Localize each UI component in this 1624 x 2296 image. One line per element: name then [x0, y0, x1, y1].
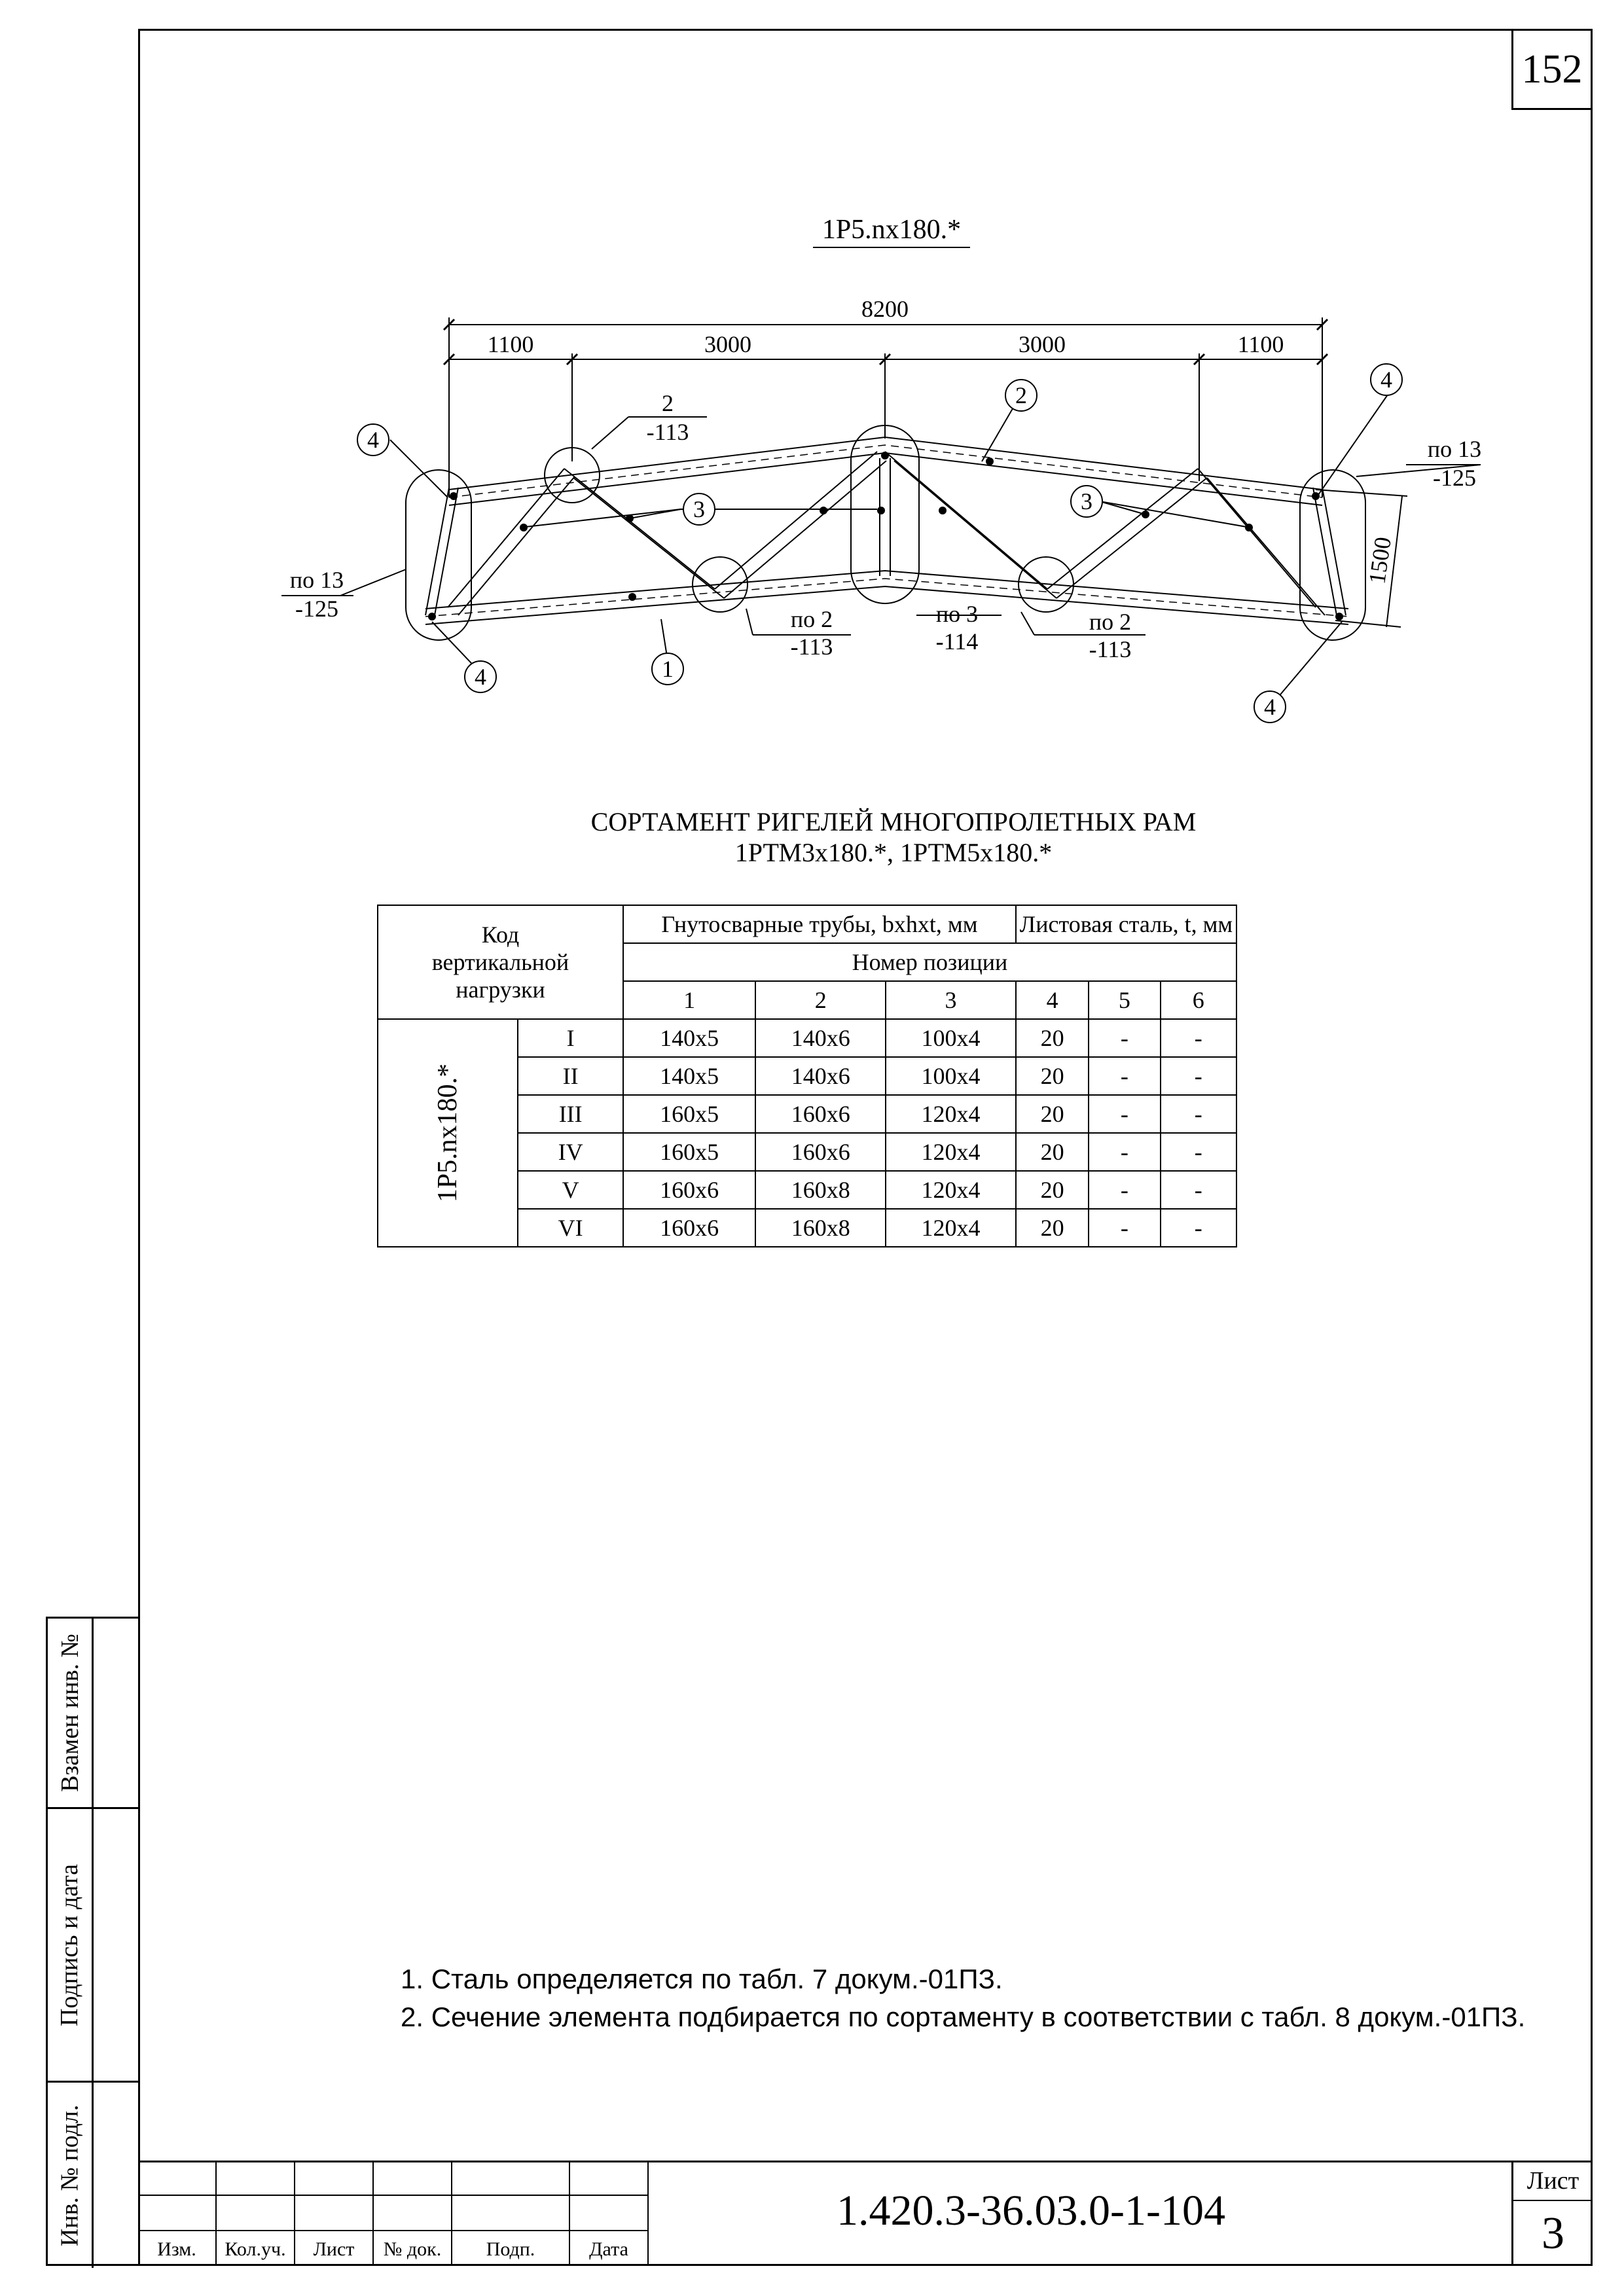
table-cell: 20: [1016, 1133, 1089, 1171]
callout-4: 4: [1380, 367, 1392, 393]
dim-seg-3: 3000: [1019, 331, 1066, 357]
node-label: 2: [662, 390, 674, 416]
sortament-table: [377, 905, 1237, 1247]
position-number: 4: [1016, 981, 1089, 1019]
table-cell: 160x5: [623, 1095, 755, 1133]
node-label: -113: [790, 634, 833, 660]
table-cell: 20: [1016, 1171, 1089, 1209]
callout-4: 4: [367, 427, 379, 453]
position-number: 1: [623, 981, 755, 1019]
table-cell: -: [1161, 1019, 1237, 1057]
note-item: 1. Сталь определяется по табл. 7 докум.-01ПЗ.: [401, 1964, 1003, 1994]
side-label-replaced: Взамен инв. №: [56, 1634, 84, 1792]
sheet-label: Лист: [1511, 2162, 1593, 2201]
position-number: 5: [1089, 981, 1160, 1019]
node-label: -114: [935, 628, 979, 655]
table-cell: 20: [1016, 1095, 1089, 1133]
node-label: по 2: [1089, 609, 1132, 635]
callout-2: 2: [1015, 382, 1027, 408]
col-label: Кол.уч.: [225, 2238, 286, 2260]
callout-4: 4: [475, 664, 486, 690]
table-cell: -: [1089, 1019, 1160, 1057]
position-number: 6: [1161, 981, 1237, 1019]
dim-seg-1: 1100: [487, 331, 534, 357]
dim-seg-2: 3000: [704, 331, 751, 357]
load-code: VI: [518, 1209, 623, 1247]
table-cell: 160x6: [623, 1171, 755, 1209]
table-cell: 160x8: [755, 1209, 886, 1247]
side-cell-signature: [48, 1809, 140, 2083]
drawing-title: 1Р5.nх180.*: [821, 215, 962, 245]
table-title-line2: 1РТМ3х180.*, 1РТМ5х180.*: [734, 838, 1053, 867]
col-label: Изм.: [157, 2238, 196, 2260]
table-cell: -: [1161, 1095, 1237, 1133]
sheet-number: 3: [1511, 2201, 1593, 2266]
document-number: 1.420.3-36.03.0-1-104: [837, 2187, 1225, 2234]
table-cell: 20: [1016, 1057, 1089, 1095]
table-title: [458, 806, 1329, 868]
side-label-signature: Подпись и дата: [56, 1863, 84, 2026]
table-cell: -: [1161, 1209, 1237, 1247]
side-cell-replaced: [48, 1619, 140, 1809]
table-cell: 100x4: [886, 1019, 1016, 1057]
col-label: Дата: [589, 2238, 628, 2260]
table-cell: 160x5: [623, 1133, 755, 1171]
table-cell: -: [1161, 1057, 1237, 1095]
table-cell: -: [1161, 1133, 1237, 1171]
right-post: [1313, 488, 1337, 615]
table-cell: 140x5: [623, 1019, 755, 1057]
col-label: Подп.: [486, 2238, 535, 2260]
load-code: IV: [518, 1133, 623, 1171]
mark-cell: 1Р5.nх180.*: [378, 1019, 518, 1247]
col-label: № док.: [383, 2238, 442, 2260]
node-label: по 2: [790, 606, 833, 632]
callout-3: 3: [693, 496, 705, 522]
table-cell: 160x6: [623, 1209, 755, 1247]
node-label: по 3: [935, 601, 979, 627]
note-item: 2. Сечение элемента подбирается по сортаменту в соответствии с табл. 8 докум.-01ПЗ.: [401, 2001, 1526, 2032]
table-cell: -: [1089, 1209, 1160, 1247]
table-cell: 120x4: [886, 1171, 1016, 1209]
node-label: -125: [1433, 465, 1476, 491]
side-cell-inventory: [48, 2083, 140, 2268]
truss-drawing: [0, 0, 1624, 753]
table-cell: -: [1089, 1057, 1160, 1095]
position-number: 2: [755, 981, 886, 1019]
load-code: V: [518, 1171, 623, 1209]
load-code: I: [518, 1019, 623, 1057]
side-label-inventory: Инв. № подл.: [56, 2104, 84, 2246]
position-number: 3: [886, 981, 1016, 1019]
table-cell: 120x4: [886, 1133, 1016, 1171]
notes: [401, 1960, 1525, 2036]
table-cell: 140x5: [623, 1057, 755, 1095]
table-cell: -: [1161, 1171, 1237, 1209]
web-diagonals: [448, 452, 1325, 615]
table-cell: 140x6: [755, 1057, 886, 1095]
table-cell: 140x6: [755, 1019, 886, 1057]
table-row: [378, 1019, 1236, 1057]
dim-seg-4: 1100: [1237, 331, 1284, 357]
tubes-header: Гнутосварные трубы, bxhxt, мм: [623, 905, 1016, 943]
node-label: по 13: [1427, 436, 1482, 462]
table-cell: 100x4: [886, 1057, 1016, 1095]
table-cell: -: [1089, 1095, 1160, 1133]
dim-total: 8200: [861, 296, 909, 322]
node-label: -113: [1089, 636, 1132, 662]
side-stamp: [46, 1617, 138, 2266]
table-cell: 120x4: [886, 1095, 1016, 1133]
page-number: 152: [1511, 29, 1593, 110]
table-cell: 20: [1016, 1019, 1089, 1057]
load-code: III: [518, 1095, 623, 1133]
table-title-line1: СОРТАМЕНТ РИГЕЛЕЙ МНОГОПРОЛЕТНЫХ РАМ: [590, 807, 1197, 836]
table-cell: 20: [1016, 1209, 1089, 1247]
node-label: -125: [295, 596, 338, 622]
left-post: [425, 488, 449, 615]
sheet-header: Листовая сталь, t, мм: [1016, 905, 1236, 943]
table-cell: 160x6: [755, 1095, 886, 1133]
dim-height: 1500: [1363, 535, 1396, 586]
position-header: Номер позиции: [623, 943, 1236, 981]
table-cell: 160x8: [755, 1171, 886, 1209]
node-label: -113: [646, 419, 689, 445]
callout-4: 4: [1264, 694, 1276, 720]
node-label: по 13: [289, 567, 344, 593]
callout-3: 3: [1081, 488, 1092, 514]
callout-1: 1: [662, 656, 674, 682]
table-cell: -: [1089, 1171, 1160, 1209]
code-header: Код вертикальной нагрузки: [378, 905, 623, 1019]
col-label: Лист: [313, 2238, 355, 2260]
table-cell: 120x4: [886, 1209, 1016, 1247]
load-code: II: [518, 1057, 623, 1095]
table-cell: -: [1089, 1133, 1160, 1171]
table-cell: 160x6: [755, 1133, 886, 1171]
